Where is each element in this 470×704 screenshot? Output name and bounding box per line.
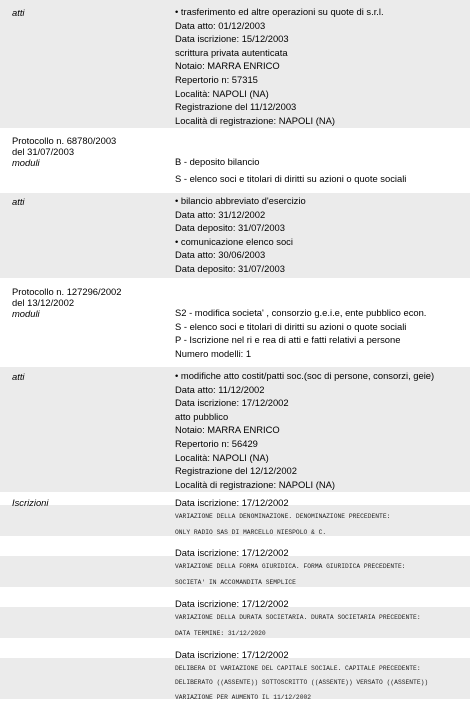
protocol-date: del 13/12/2002	[12, 296, 75, 308]
iscrizione-date: Data iscrizione: 17/12/2002	[175, 598, 289, 609]
protocol-header	[12, 287, 121, 320]
act-title: • comunicazione elenco soci	[175, 235, 467, 249]
iscrizione-date: Data iscrizione: 17/12/2002	[175, 649, 289, 660]
protocol-number: Protocollo n. 68780/2003	[12, 135, 117, 146]
moduli-label: moduli	[12, 157, 40, 168]
act-line: Data deposito: 31/07/2003	[175, 262, 285, 274]
act-line: Data deposito: 31/07/2003	[175, 222, 285, 234]
iscrizione-entry	[175, 648, 467, 704]
modulo-item: S - elenco soci e titolari di diritti su azioni o quote sociali	[175, 320, 407, 332]
act-line: scrittura privata autenticata	[175, 46, 288, 58]
moduli-block	[175, 155, 467, 185]
act-line: atto pubblico	[175, 410, 229, 422]
section-label: atti	[12, 196, 25, 207]
iscrizione-date: Data iscrizione: 17/12/2002	[175, 497, 289, 508]
modulo-item: S2 - modifica societa' , consorzio g.e.i.e, ente pubblico econ.	[175, 307, 427, 318]
iscrizione-text: DATA TERMINE: 31/12/2020	[175, 630, 266, 638]
modulo-item: B - deposito bilancio	[175, 156, 260, 167]
act-line: Località di registrazione: NAPOLI (NA)	[175, 114, 335, 126]
act-line: Data atto: 31/12/2002	[175, 208, 266, 220]
section-label: Iscrizioni	[12, 497, 49, 508]
iscrizione-text: DELIBERA DI VARIAZIONE DEL CAPITALE SOCIALE. CAPITALE PRECEDENTE:	[175, 664, 421, 672]
act-line: Repertorio n: 57315	[175, 73, 258, 85]
act-line: Data iscrizione: 17/12/2002	[175, 397, 289, 409]
act-line: Notaio: MARRA ENRICO	[175, 424, 280, 436]
protocol-number: Protocollo n. 127296/2002	[12, 286, 122, 297]
section-label: atti	[12, 371, 25, 382]
atti-block	[175, 369, 467, 491]
iscrizione-text: VARIAZIONE DELLA DENOMINAZIONE. DENOMINAZIONE PRECEDENTE:	[175, 512, 391, 520]
act-line: Registrazione del 12/12/2002	[175, 465, 297, 477]
numero-modelli: Numero modelli: 1	[175, 347, 252, 359]
moduli-block	[175, 306, 467, 360]
act-line: Località: NAPOLI (NA)	[175, 451, 269, 463]
act-line: Località: NAPOLI (NA)	[175, 87, 269, 99]
iscrizione-entry	[175, 597, 467, 641]
act-line: Data atto: 30/06/2003	[175, 249, 266, 261]
protocol-header	[12, 136, 116, 169]
section-label: atti	[12, 7, 25, 18]
act-title: • trasferimento ed altre operazioni su quote di s.r.l.	[175, 5, 467, 19]
act-line: Registrazione del 11/12/2003	[175, 101, 297, 113]
act-title: • modifiche atto costit/patti soc.(soc di persone, consorzi, geie)	[175, 369, 467, 383]
iscrizione-entry	[175, 546, 467, 590]
protocol-date: del 31/07/2003	[12, 145, 75, 157]
moduli-label: moduli	[12, 308, 40, 319]
iscrizione-text: SOCIETA' IN ACCOMANDITA SEMPLICE	[175, 579, 296, 587]
modulo-item: P - Iscrizione nel ri e rea di atti e fatti relativi a persone	[175, 334, 401, 346]
atti-block	[175, 5, 467, 127]
iscrizione-text: ONLY RADIO SAS DI MARCELLO NIESPOLO & C.	[175, 529, 327, 537]
modulo-item: S - elenco soci e titolari di diritti su azioni o quote sociali	[175, 172, 407, 184]
act-line: Repertorio n: 56429	[175, 437, 258, 449]
act-line: Notaio: MARRA ENRICO	[175, 60, 280, 72]
act-line: Data iscrizione: 15/12/2003	[175, 33, 289, 45]
atti-block	[175, 194, 467, 276]
act-line: Località di registrazione: NAPOLI (NA)	[175, 478, 335, 490]
iscrizione-date: Data iscrizione: 17/12/2002	[175, 547, 289, 558]
act-line: Data atto: 11/12/2002	[175, 383, 265, 395]
act-line: Data atto: 01/12/2003	[175, 19, 266, 31]
act-title: • bilancio abbreviato d'esercizio	[175, 194, 467, 208]
iscrizione-text: VARIAZIONE DELLA FORMA GIURIDICA. FORMA GIURIDICA PRECEDENTE:	[175, 562, 406, 570]
iscrizione-text: VARIAZIONE DELLA DURATA SOCIETARIA. DURATA SOCIETARIA PRECEDENTE:	[175, 613, 421, 621]
iscrizione-entry	[175, 496, 467, 540]
iscrizione-text: VARIAZIONE PER AUMENTO IL 11/12/2002	[175, 693, 312, 701]
iscrizione-text: DELIBERATO ((ASSENTE)) SOTTOSCRITTO ((ASSENTE)) VERSATO ((ASSENTE))	[175, 679, 429, 687]
